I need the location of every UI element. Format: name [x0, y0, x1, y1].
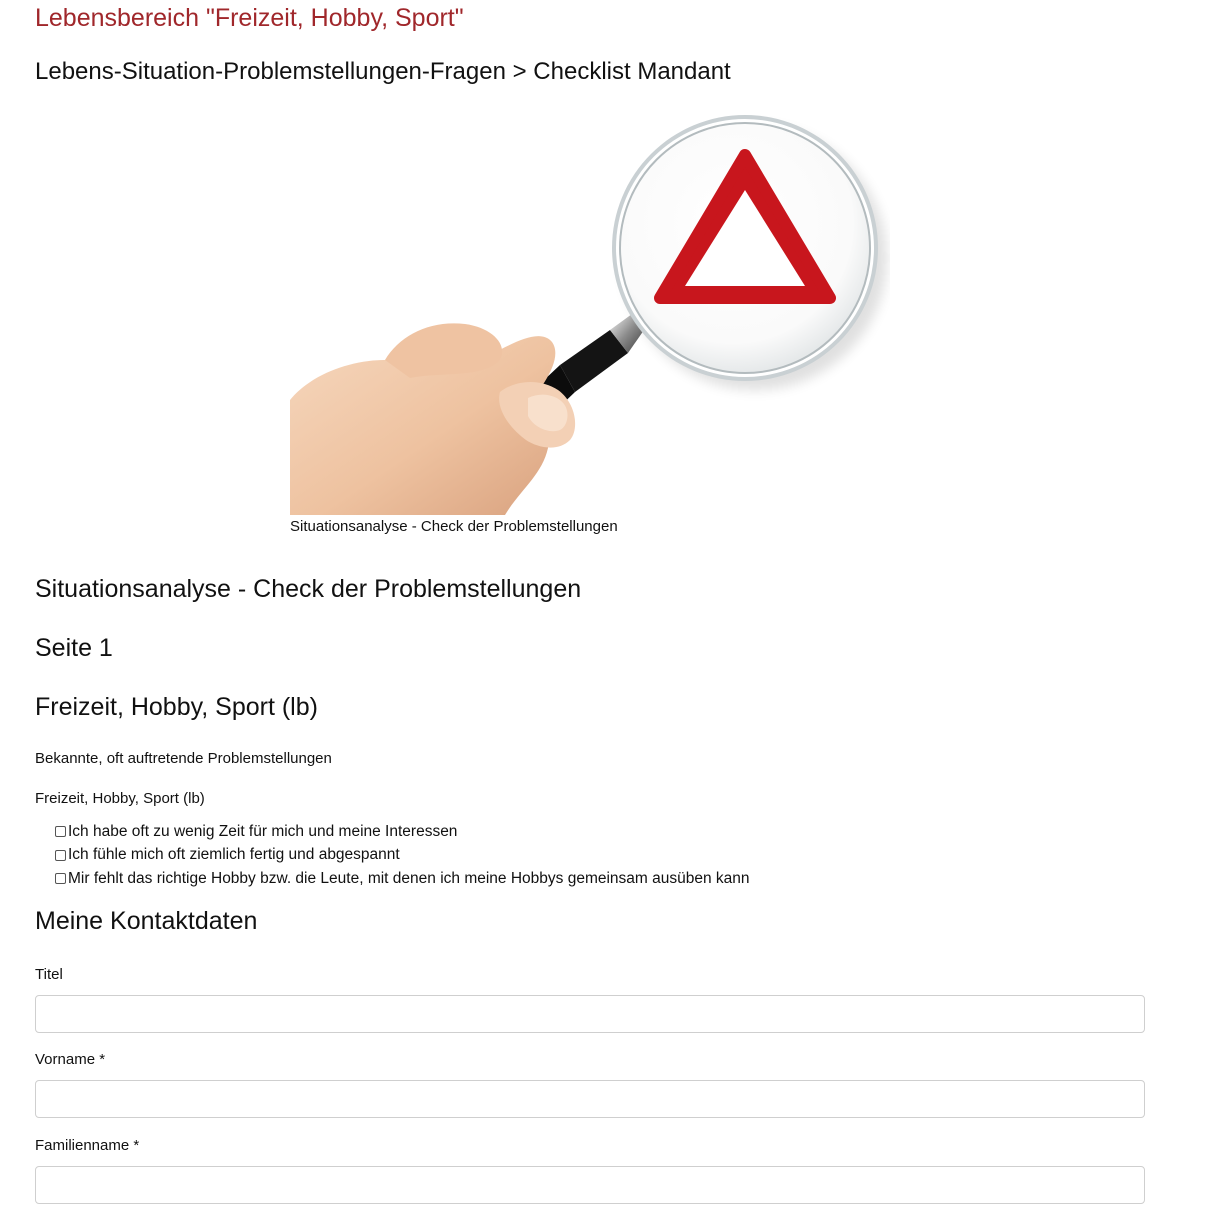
checklist-item[interactable]: [55, 820, 750, 844]
magnifier-warning-triangle-illustration: [290, 110, 890, 515]
contact-heading: Meine Kontaktdaten: [35, 907, 258, 935]
first-name-input[interactable]: [35, 1080, 1145, 1118]
figure-caption: Situationsanalyse - Check der Problemstellungen: [290, 518, 618, 535]
checkbox-group-label: Freizeit, Hobby, Sport (lb): [35, 790, 205, 807]
checklist-item-label: Ich habe oft zu wenig Zeit für mich und meine Interessen: [68, 822, 458, 840]
hand-illustration: [290, 323, 575, 515]
intro-text: Bekannte, oft auftretende Problemstellungen: [35, 750, 332, 767]
checkbox[interactable]: [55, 850, 66, 861]
checklist-item[interactable]: [55, 844, 750, 868]
checkbox[interactable]: [55, 873, 66, 884]
title-input[interactable]: [35, 995, 1145, 1033]
last-name-input[interactable]: [35, 1166, 1145, 1204]
situation-figure: [290, 110, 890, 540]
title-label: Titel: [35, 966, 63, 983]
first-name-label: Vorname *: [35, 1051, 106, 1068]
checkbox[interactable]: [55, 826, 66, 837]
checklist-item[interactable]: [55, 867, 750, 891]
page-label: Seite 1: [35, 634, 113, 662]
checklist-item-label: Ich fühle mich oft ziemlich fertig und abgespannt: [68, 846, 400, 864]
last-name-label: Familienname *: [35, 1137, 140, 1154]
problem-checklist: [55, 820, 750, 891]
page-title: Lebensbereich "Freizeit, Hobby, Sport": [35, 4, 464, 32]
section-title: Freizeit, Hobby, Sport (lb): [35, 693, 318, 721]
checklist-item-label: Mir fehlt das richtige Hobby bzw. die Leute, mit denen ich meine Hobbys gemeinsam ausüben kann: [68, 869, 750, 887]
form-heading: Situationsanalyse - Check der Problemstellungen: [35, 575, 582, 603]
breadcrumb: Lebens-Situation-Problemstellungen-Fragen > Checklist Mandant: [35, 58, 731, 85]
